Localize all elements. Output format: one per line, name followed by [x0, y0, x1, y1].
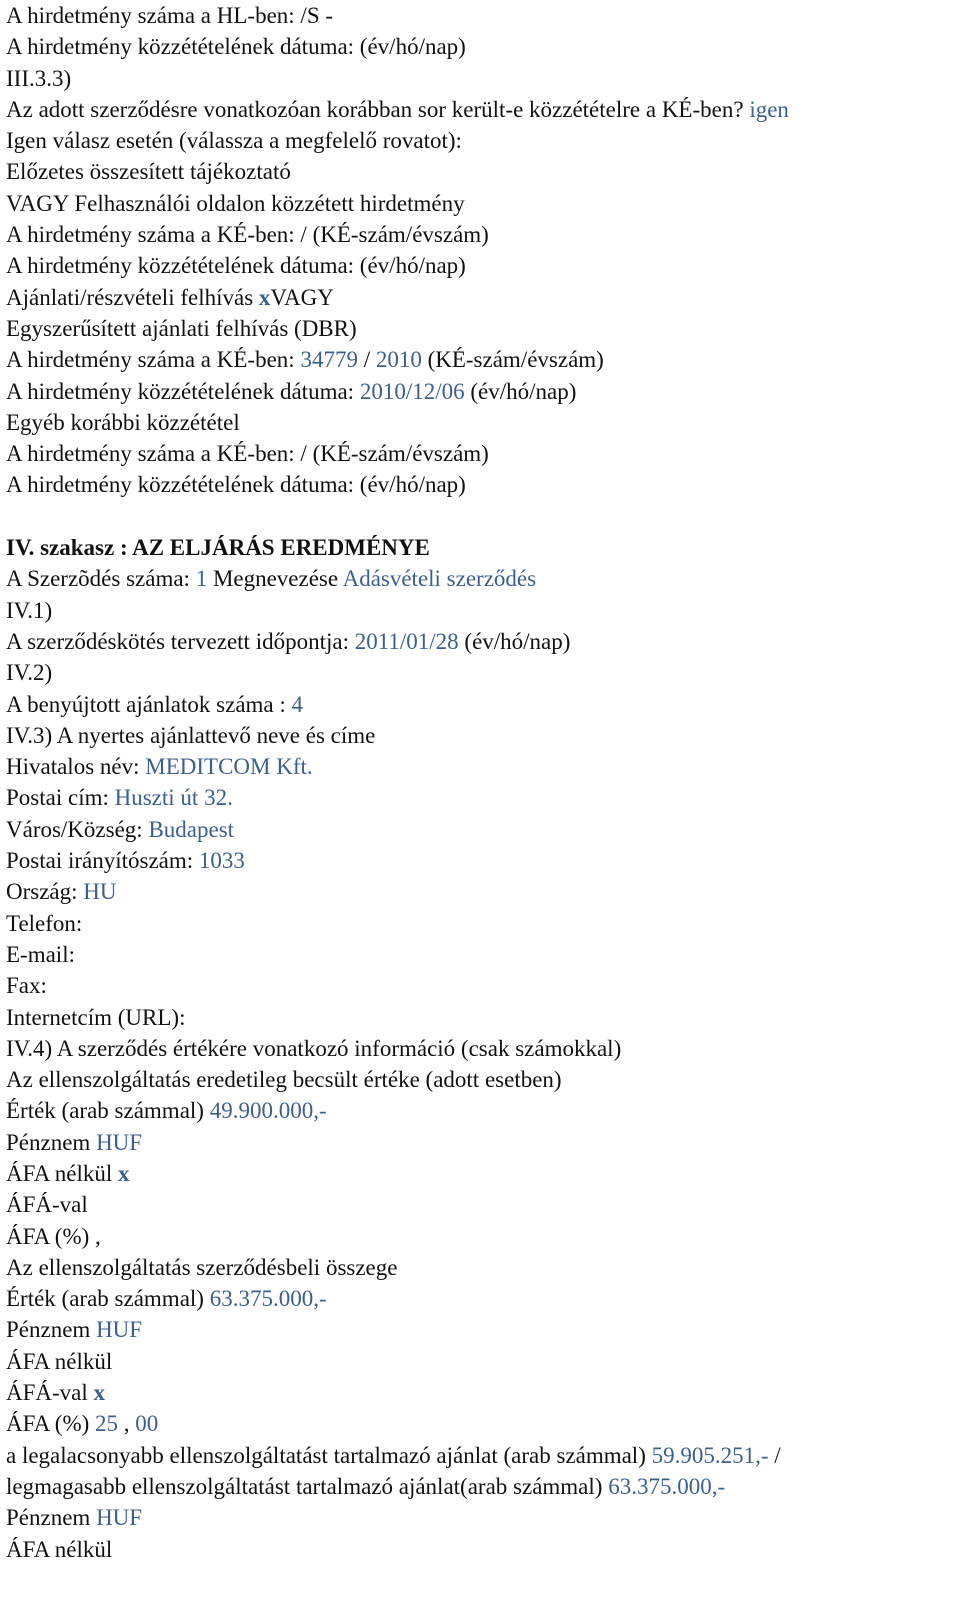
text-line — [6, 313, 960, 344]
text-line — [6, 407, 960, 438]
field-value: HUF — [96, 1505, 143, 1531]
text-line — [6, 282, 960, 313]
text-line — [6, 563, 960, 594]
field-label: Az ellenszolgáltatás eredetileg becsült értéke (adott esetben) — [6, 1067, 562, 1093]
field-value: 59.905.251,- — [651, 1442, 769, 1468]
field-value: 49.900.000,- — [209, 1098, 327, 1124]
text-line — [6, 1033, 960, 1064]
field-label: Az adott szerződésre vonatkozóan korábban sor került-e közzétételre a KÉ-ben? — [6, 96, 750, 122]
field-value: HU — [83, 879, 117, 905]
field-label: ÁFÁ-val — [6, 1192, 88, 1218]
field-label: A hirdetmény közzétételének dátuma: — [6, 378, 360, 404]
field-label: ÁFA nélkül — [6, 1348, 113, 1374]
field-label: Fax: — [6, 973, 47, 999]
field-value: 63.375.000,- — [608, 1473, 726, 1499]
text-line — [6, 657, 960, 688]
field-label: Pénznem — [6, 1317, 97, 1343]
field-value: 00 — [135, 1411, 159, 1437]
text-line — [6, 31, 960, 62]
text-line — [6, 970, 960, 1001]
field-value: Budapest — [148, 816, 235, 842]
text-line — [6, 125, 960, 156]
field-label: A Szerzõdés száma: — [6, 566, 196, 592]
field-value: Adásvételi szerződés — [342, 566, 537, 592]
field-label: / — [768, 1442, 781, 1468]
field-label: A hirdetmény száma a HL-ben: /S - — [6, 3, 334, 28]
field-value: HUF — [96, 1129, 143, 1155]
text-line — [6, 814, 960, 845]
field-label: ÁFA nélkül — [6, 1536, 113, 1562]
text-line — [6, 876, 960, 907]
text-line — [6, 626, 960, 657]
field-label: A hirdetmény száma a KÉ-ben: / (KÉ-szám/évszám) — [6, 222, 489, 248]
field-label: Megnevezése — [207, 566, 343, 592]
text-line — [6, 250, 960, 281]
field-label: A hirdetmény száma a KÉ-ben: — [6, 347, 301, 373]
field-label: E-mail: — [6, 941, 75, 967]
text-line — [6, 751, 960, 782]
text-line — [6, 595, 960, 626]
field-value: x — [118, 1160, 130, 1186]
field-label: IV.2) — [6, 660, 53, 686]
text-line — [6, 720, 960, 751]
field-label: Előzetes összesített tájékoztató — [6, 159, 291, 185]
field-label: ÁFA nélkül — [6, 1160, 119, 1186]
text-line — [6, 0, 960, 31]
text-line — [6, 344, 960, 375]
field-label: Pénznem — [6, 1505, 97, 1531]
text-line — [6, 438, 960, 469]
text-line — [6, 63, 960, 94]
field-label: ÁFA (%) , — [6, 1223, 101, 1249]
text-line — [6, 94, 960, 125]
field-value: 2010 — [375, 347, 422, 373]
text-line — [6, 1064, 960, 1095]
text-line — [6, 845, 960, 876]
field-value: Huszti út 32. — [114, 785, 233, 811]
text-line — [6, 156, 960, 187]
text-line — [6, 219, 960, 250]
field-value: 63.375.000,- — [209, 1286, 327, 1312]
field-label: A hirdetmény közzétételének dátuma: (év/hó/nap) — [6, 34, 466, 60]
field-label: Az ellenszolgáltatás szerződésbeli összege — [6, 1254, 398, 1280]
text-line — [6, 188, 960, 219]
field-label: A hirdetmény száma a KÉ-ben: / (KÉ-szám/évszám) — [6, 441, 489, 467]
field-label: ÁFÁ-val — [6, 1380, 94, 1406]
field-label: A hirdetmény közzétételének dátuma: (év/hó/nap) — [6, 253, 466, 279]
field-label: , — [118, 1411, 136, 1437]
field-value: 34779 — [300, 347, 358, 373]
field-value: 2011/01/28 — [354, 628, 459, 654]
field-label: legmagasabb ellenszolgáltatást tartalmazó ajánlat(arab számmal) — [6, 1473, 609, 1499]
field-label: Hivatalos név: — [6, 754, 146, 780]
field-label: (év/hó/nap) — [458, 628, 571, 654]
field-label: A szerződéskötés tervezett időpontja: — [6, 628, 355, 654]
text-line — [6, 1534, 960, 1565]
field-label: ÁFA (%) — [6, 1411, 96, 1437]
field-label: IV.1) — [6, 597, 53, 623]
field-value: MEDITCOM Kft. — [145, 754, 313, 780]
field-label: Érték (arab számmal) — [6, 1098, 210, 1124]
field-value: 4 — [291, 691, 304, 717]
field-label: A benyújtott ajánlatok száma : — [6, 691, 292, 717]
text-line — [6, 1502, 960, 1533]
field-label: (év/hó/nap) — [464, 378, 577, 404]
text-line — [6, 1127, 960, 1158]
text-line — [6, 1440, 960, 1471]
text-line — [6, 782, 960, 813]
field-label: VAGY — [270, 284, 334, 310]
field-label: Ország: — [6, 879, 84, 905]
field-label: Egyszerűsített ajánlati felhívás (DBR) — [6, 315, 357, 341]
field-value: 1033 — [198, 848, 245, 874]
text-line — [6, 1314, 960, 1345]
field-value: 25 — [95, 1411, 119, 1437]
text-line — [6, 1095, 960, 1126]
field-label: Telefon: — [6, 910, 83, 936]
field-label: IV.3) A nyertes ajánlattevő neve és címe — [6, 722, 376, 748]
field-label: A hirdetmény közzétételének dátuma: (év/hó/nap) — [6, 472, 466, 498]
field-label: III.3.3) — [6, 65, 72, 91]
field-value: 1 — [195, 566, 208, 592]
text-line — [6, 469, 960, 500]
field-value: x — [93, 1380, 106, 1406]
text-line — [6, 1408, 960, 1439]
field-value: HUF — [96, 1317, 143, 1343]
text-line — [6, 1221, 960, 1252]
text-line — [6, 1158, 960, 1189]
field-value: 2010/12/06 — [359, 378, 465, 404]
text-line — [6, 1471, 960, 1502]
text-line — [6, 908, 960, 939]
text-line — [6, 939, 960, 970]
field-label: Postai irányítószám: — [6, 848, 199, 874]
text-line — [6, 1346, 960, 1377]
field-value: x — [258, 284, 271, 310]
field-label: Ajánlati/részvételi felhívás — [6, 284, 259, 310]
text-line — [6, 1002, 960, 1033]
field-label: VAGY Felhasználói oldalon közzétett hirdetmény — [6, 190, 465, 216]
field-label: (KÉ-szám/évszám) — [421, 347, 604, 373]
field-label: Postai cím: — [6, 785, 115, 811]
field-value: igen — [749, 96, 789, 122]
field-label: Egyéb korábbi közzététel — [6, 409, 240, 435]
blank-line — [6, 501, 960, 532]
field-value: IV. szakasz : AZ ELJÁRÁS EREDMÉNYE — [6, 535, 430, 561]
field-label: Internetcím (URL): — [6, 1004, 186, 1030]
text-line — [6, 689, 960, 720]
text-line — [6, 1189, 960, 1220]
text-line — [6, 376, 960, 407]
text-line — [6, 532, 960, 563]
text-line — [6, 1377, 960, 1408]
field-label: IV.4) A szerződés értékére vonatkozó információ (csak számokkal) — [6, 1035, 622, 1061]
field-label: Igen válasz esetén (válassza a megfelelő rovatot): — [6, 128, 462, 154]
text-line — [6, 1283, 960, 1314]
field-label: a legalacsonyabb ellenszolgáltatást tartalmazó ajánlat (arab számmal) — [6, 1442, 652, 1468]
field-label: / — [357, 347, 376, 373]
field-label: Pénznem — [6, 1129, 97, 1155]
field-label: Város/Község: — [6, 816, 149, 842]
field-label: Érték (arab számmal) — [6, 1286, 210, 1312]
text-line — [6, 1252, 960, 1283]
